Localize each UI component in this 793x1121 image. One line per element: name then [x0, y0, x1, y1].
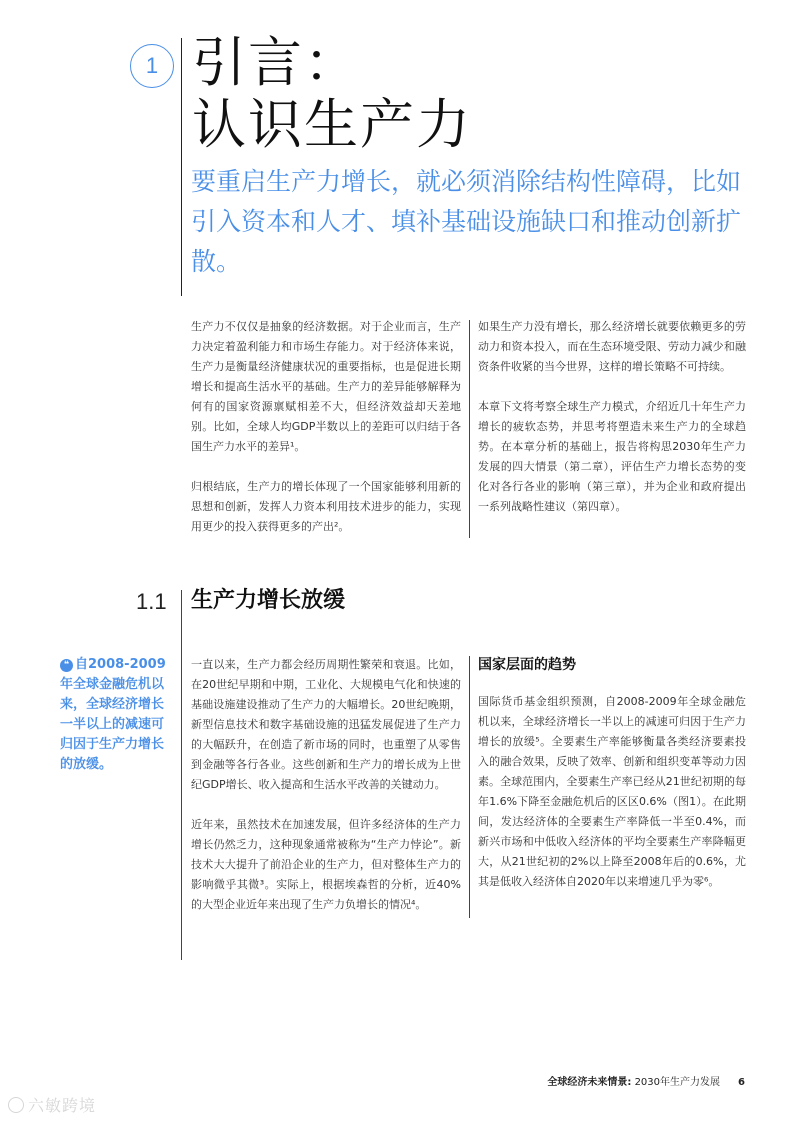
watermark-text: 六敏跨境: [28, 1096, 97, 1115]
section-left-column: [191, 655, 461, 915]
intro-paragraph: 如果生产力没有增长，那么经济增长就要依赖更多的劳动力和资本投入，而在生态环境受限、劳动力减少和融资条件收紧的当今世界，这样的增长策略不可持续。: [478, 320, 746, 373]
column-divider: [469, 656, 470, 918]
section-divider: [181, 590, 182, 960]
pull-quote-text: 自2008-2009年全球金融危机以来，全球经济增长一半以上的减速可归因于生产力增长的放缓。: [60, 657, 166, 772]
chapter-title-line-1: 引言：: [192, 31, 360, 94]
section-title: 生产力增长放缓: [191, 588, 346, 613]
chapter-divider: [181, 38, 182, 296]
watermark-logo-icon: [8, 1097, 24, 1113]
footer-report-title: 全球经济未来情景:: [547, 1077, 632, 1088]
intro-paragraph: 归根结底，生产力的增长体现了一个国家能够利用新的思想和创新，发挥人力资本利用技术进步的能力，实现用更少的投入获得更多的产出²。: [191, 480, 461, 533]
pull-quote: [60, 655, 172, 775]
chapter-number-badge: 1: [130, 44, 174, 88]
section-right-column: [478, 692, 746, 892]
column-divider: [469, 320, 470, 538]
footer-report-subtitle: 2030年生产力发展: [631, 1077, 721, 1088]
section-paragraph: 一直以来，生产力都会经历周期性繁荣和衰退。比如，在20世纪早期和中期，工业化、大规模电气化和快速的基础设施建设推动了生产力的大幅增长。20世纪晚期，新型信息技术和数字基础设施的迅猛发展促进了生产力的大幅跃升，在创造了新市场的同时，也重塑了从零售到金融等各行各业。这些创新和生产力的增长成为上世纪GDP增长、收入提高和生活水平改善的关键动力。: [191, 658, 461, 791]
chapter-title-line-2: 认识生产力: [192, 93, 472, 156]
page-number: 6: [738, 1077, 745, 1088]
page-footer: [547, 1076, 745, 1090]
watermark: [8, 1096, 96, 1116]
section-number: 1.1: [136, 589, 167, 614]
subsection-heading: 国家层面的趋势: [478, 657, 576, 673]
section-paragraph: 国际货币基金组织预测，自2008-2009年全球金融危机以来，全球经济增长一半以上的减速可归因于生产力增长的放缓⁵。全要素生产率能够衡量各类经济要素投入的融合效果，反映了效率、创新和组织变革等动力因素。全球范围内，全要素生产率已经从21世纪初期的每年1.6%下降至金融危机后的区区0.6%（图1）。在此期间，发达经济体的全要素生产率降低一半至0.4%，而新兴市场和中低收入经济体的平均全要素生产率降幅更大，从21世纪初的2%以上降至2008年后的0.6%，尤其是低收入经济体自2020年以来增速几乎为零⁶。: [478, 695, 746, 888]
intro-paragraph: 生产力不仅仅是抽象的经济数据。对于企业而言，生产力决定着盈利能力和市场生存能力。对于经济体来说，生产力是衡量经济健康状况的重要指标，也是促进长期增长和提高生活水平的基础。生产力的差异能够解释为何有的国家资源禀赋相差不大，但经济效益却天差地别。比如，全球人均GDP半数以上的差距可以归结于各国生产力水平的差异¹。: [191, 320, 461, 453]
quote-icon: ❝: [60, 659, 73, 672]
chapter-title: [192, 32, 472, 156]
intro-left-column: [191, 317, 461, 537]
chapter-lead: 要重启生产力增长，就必须消除结构性障碍，比如引入资本和人才、填补基础设施缺口和推动创新扩散。: [191, 167, 742, 276]
intro-paragraph: 本章下文将考察全球生产力模式，介绍近几十年生产力增长的疲软态势，并思考将塑造未来生产力的全球趋势。在本章分析的基础上，报告将构思2030年生产力发展的四大情景（第二章），评估生产力增长态势的变化对各行各业的影响（第三章），并为企业和政府提出一系列战略性建议（第四章）。: [478, 400, 746, 513]
intro-right-column: [478, 317, 746, 517]
section-paragraph: 近年来，虽然技术在加速发展，但许多经济体的生产力增长仍然乏力，这种现象通常被称为“生产力悖论”。新技术大大提升了前沿企业的生产力，但对整体生产力的影响微乎其微³。实际上，根据埃森哲的分析，近40%的大型企业近年来出现了生产力负增长的情况⁴。: [191, 818, 461, 911]
